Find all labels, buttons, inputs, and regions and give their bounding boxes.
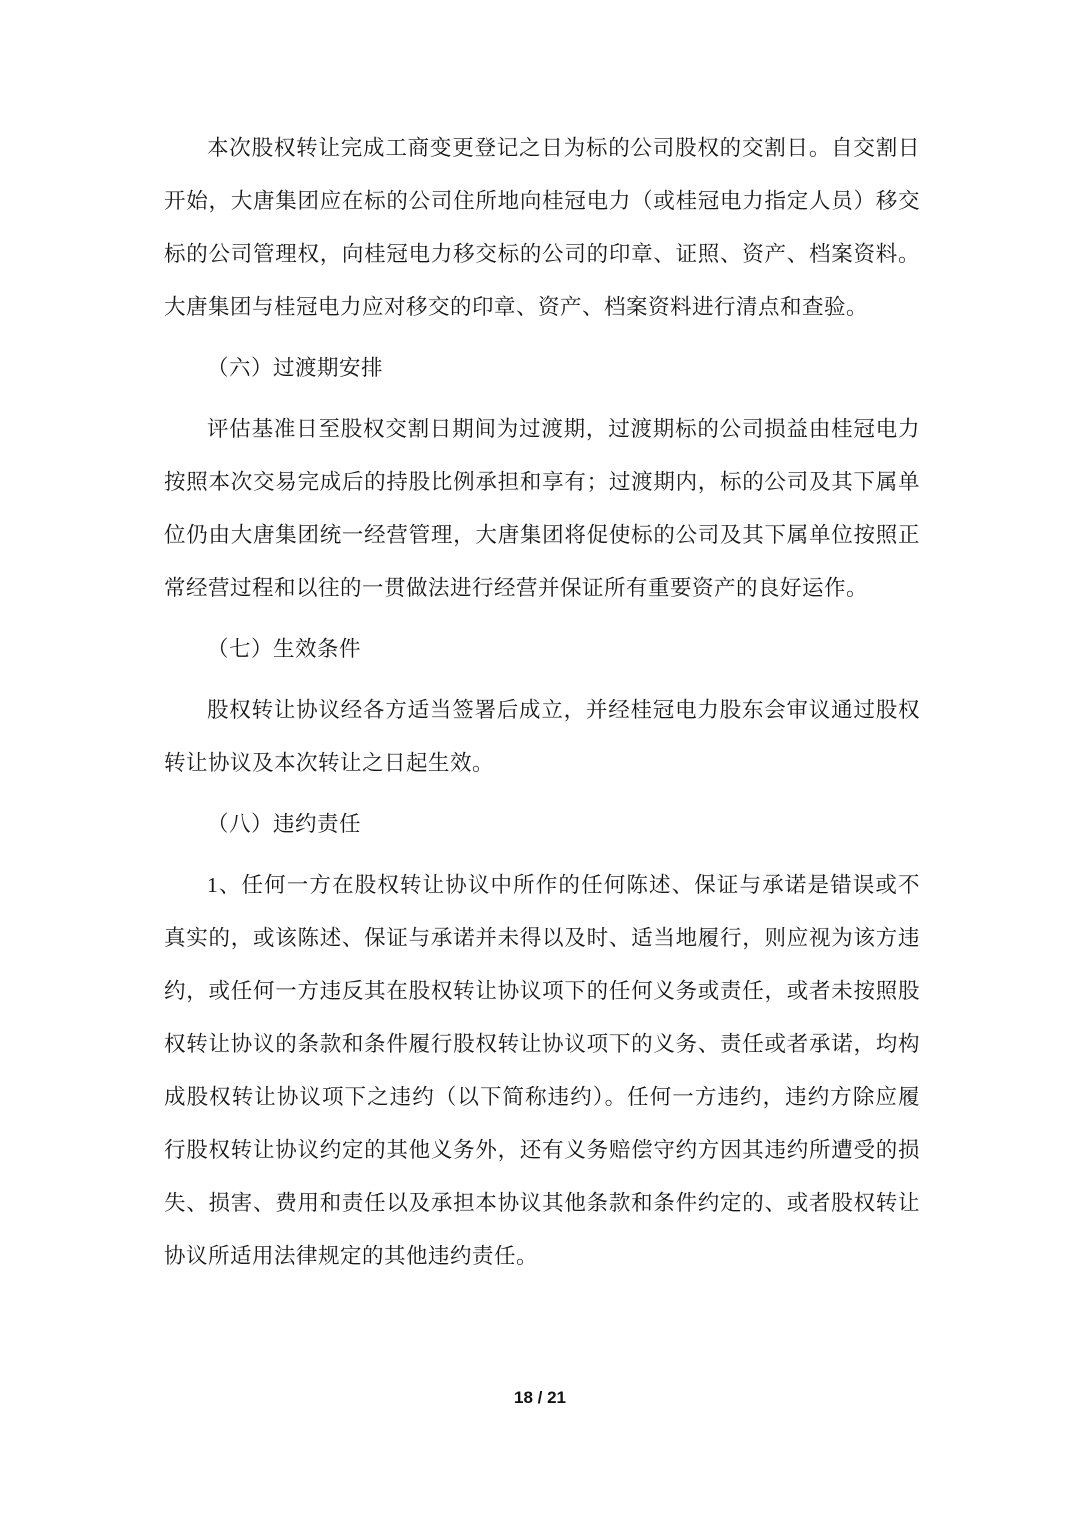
page-footer — [0, 1388, 1080, 1408]
heading-section-8-breach-liability: （八）违约责任 — [207, 812, 362, 836]
paragraph-closing-date-handover: 本次股权转让完成工商变更登记之日为标的公司股权的交割日。自交割日开始，大唐集团应在标的公司住所地向桂冠电力（或桂冠电力指定人员）移交标的公司管理权，向桂冠电力移交标的公司的印章、证照、资产、档案资料。大唐集团与桂冠电力应对移交的印章、资产、档案资料进行清点和查验。 — [164, 136, 920, 319]
paragraph-effectiveness-conditions: 股权转让协议经各方适当签署后成立，并经桂冠电力股东会审议通过股权转让协议及本次转让之日起生效。 — [164, 698, 920, 775]
paragraph-breach-liability: 1、任何一方在股权转让协议中所作的任何陈述、保证与承诺是错误或不真实的，或该陈述、保证与承诺并未得以及时、适当地履行，则应视为该方违约，或任何一方违反其在股权转让协议项下的任何义务或责任，或者未按照股权转让协议的条款和条件履行股权转让协议项下的义务、责任或者承诺，均构成股权转让协议项下之违约（以下简称违约）。任何一方违约，违约方除应履行股权转让协议约定的其他义务外，还有义务赔偿守约方因其违约所遭受的损失、损害、费用和责任以及承担本协议其他条款和条件约定的、或者股权转让协议所适用法律规定的其他违约责任。 — [164, 873, 920, 1268]
paragraph-transition-period-arrangement: 评估基准日至股权交割日期间为过渡期，过渡期标的公司损益由桂冠电力按照本次交易完成后的持股比例承担和享有；过渡期内，标的公司及其下属单位仍由大唐集团统一经营管理，大唐集团将促使标的公司及其下属单位按照正常经营过程和以往的一贯做法进行经营并保证所有重要资产的良好运作。 — [164, 417, 920, 600]
heading-section-6-transition-period: （六）过渡期安排 — [207, 356, 384, 380]
heading-section-7-effectiveness-conditions: （七）生效条件 — [207, 637, 362, 661]
page-number: 18 / 21 — [514, 1388, 566, 1407]
document-body — [164, 122, 920, 1291]
